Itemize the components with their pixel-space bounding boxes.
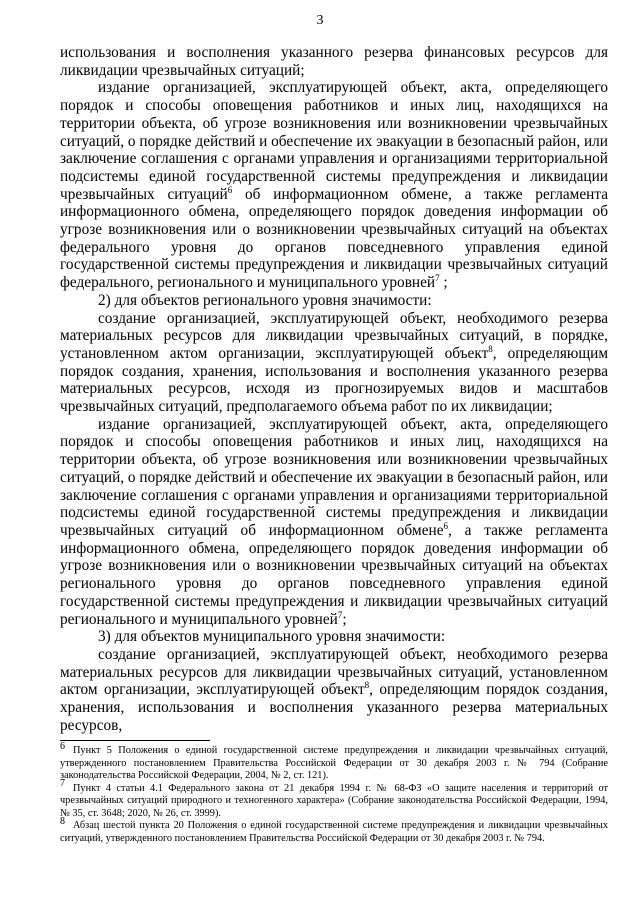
paragraph bbox=[60, 646, 608, 735]
footnote-ref[interactable]: 8 bbox=[364, 680, 370, 691]
paragraph-text: издание организацией, эксплуатирующей объект, акта, определяющего порядок и способы оповещения работников и иных лиц, находящихся на территории объекта, об угрозе возникновения или возникновении чрезвычайных ситуаций, о порядке действий и обеспечение их эвакуации в безопасный район, или заключение соглашения с органами управления и организациями территориальной подсистемы единой государственной системы предупреждения и ликвидации чрезвычайных ситуаций об информационном обмене bbox=[60, 415, 608, 539]
footnote bbox=[60, 740, 608, 783]
footnote-text: Абзац шестой пункта 20 Положения о единой государственной системе предупреждения и ликвидации чрезвычайных ситуаций, утвержденного постановлением Правительства Российской Федерации от 30 декабря 2003 г. № 794. bbox=[60, 820, 608, 844]
paragraph-text: ; bbox=[342, 610, 347, 628]
footnote bbox=[60, 815, 608, 845]
paragraph bbox=[60, 44, 608, 79]
paragraph-text: , а также регламента информационного обмена, определяющего порядок доведения информации об угрозе возникновения или о возникновении чрезвычайных ситуаций на объектах регионального уровня до органов повседневного управления единой государственной системы предупреждения и ликвидации чрезвычайных ситуаций регионального и муниципального уровней bbox=[60, 521, 609, 628]
footnote-ref[interactable]: 8 bbox=[488, 343, 493, 354]
footnote-ref[interactable]: 6 bbox=[443, 520, 448, 531]
footnote-ref[interactable]: 6 bbox=[227, 184, 233, 195]
paragraph-text: , определяющим порядок создания, хранения, использования и восполнения указанного резерва материальных ресурсов, bbox=[60, 681, 609, 734]
paragraph-text: , определяющим порядок создания, хранения, использования и восполнения указанного резерва материальных ресурсов, исходя из прогнозируемых видов и масштабов чрезвычайных ситуаций, предполагаемого объема работ по их ликвидации; bbox=[60, 344, 608, 416]
footnote-ref[interactable]: 7 bbox=[435, 273, 440, 284]
footnotes bbox=[60, 740, 608, 845]
footnote-text: Пункт 4 статьи 4.1 Федерального закона от 21 декабря 1994 г. № 68-ФЗ «О защите населения и территорий от чрезвычайных ситуаций природного и техногенного характера» (Собрание законодательства Российской Федерации, 1994, № 35, ст. 3648; 2020, № 26, ст. 3999). bbox=[60, 782, 608, 819]
paragraph bbox=[60, 310, 608, 416]
footnote-mark: 7 bbox=[60, 778, 65, 790]
paragraph-text: создание организацией, эксплуатирующей объект, необходимого резерва материальных ресурсов для ликвидации чрезвычайных ситуаций, установленном актом организации, эксплуатирующей объект bbox=[60, 645, 608, 699]
footnote-text: Пункт 5 Положения о единой государственной системе предупреждения и ликвидации чрезвычайных ситуаций, утвержденного постановлением Правительства Российской Федерации от 30 декабря 2003 г. № 794 (Собрание законодательства Российской Федерации, 2004, № 2, ст. 121). bbox=[60, 745, 608, 781]
footnote-mark: 6 bbox=[60, 740, 65, 752]
footnote-mark: 8 bbox=[60, 815, 65, 827]
paragraph-text: 2) для объектов регионального уровня значимости: bbox=[98, 291, 432, 309]
paragraph bbox=[60, 79, 608, 291]
paragraph bbox=[60, 292, 608, 310]
body-text bbox=[60, 44, 608, 734]
paragraph-text: об информационном обмене, а также регламента информационного обмена, определяющего порядок доведения информации об угрозе возникновения или о возникновении чрезвычайных ситуаций на объектах федерального уровня до органов повседневного управления единой государственной системы предупреждения и ликвидации чрезвычайных ситуаций федерального, регионального и муниципального уровней bbox=[60, 185, 608, 292]
footnote bbox=[60, 778, 608, 821]
paragraph-text: 3) для объектов муниципального уровня значимости: bbox=[98, 628, 446, 646]
paragraph-text: ; bbox=[439, 274, 448, 292]
paragraph-text: создание организацией, эксплуатирующей объект, необходимого резерва материальных ресурсов для ликвидации чрезвычайных ситуаций, в порядке, установленном актом организации, эксплуатирующей объект bbox=[60, 309, 608, 362]
paragraph-text: издание организацией, эксплуатирующей объект, акта, определяющего порядок и способы оповещения работников и иных лиц, находящихся на территории объекта, об угрозе возникновения или возникновении чрезвычайных ситуаций, о порядке действий и обеспечение их эвакуации в безопасный район, или заключение соглашения с органами управления и организациями территориальной подсистемы единой государственной системы предупреждения и ликвидации чрезвычайных ситуаций bbox=[60, 79, 608, 203]
page-number: 3 bbox=[316, 13, 324, 28]
paragraph bbox=[60, 628, 608, 646]
paragraph bbox=[60, 416, 608, 628]
footnote-divider bbox=[60, 740, 210, 741]
footnote-ref[interactable]: 7 bbox=[337, 609, 343, 620]
paragraph-text: использования и восполнения указанного резерва финансовых ресурсов для ликвидации чрезвычайных ситуаций; bbox=[60, 44, 608, 79]
